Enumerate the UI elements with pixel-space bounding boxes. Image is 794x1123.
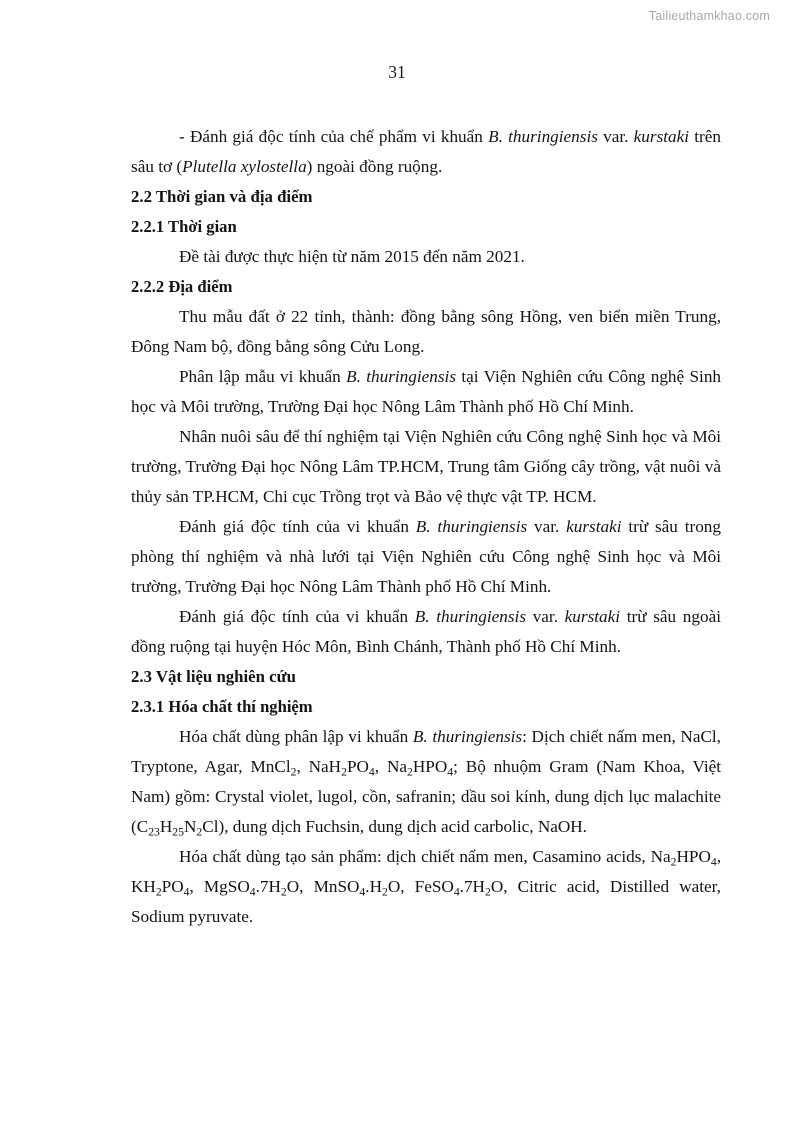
subscript: 2 <box>290 765 297 779</box>
text-run: trừ sâu trong phòng thí nghiệm và nhà lưới tại Viện Nghiên cứu Công nghệ Sinh học và Môi trường, Trường Đại học Nông Lâm Thành phố Hồ Chí Minh. <box>131 517 721 596</box>
text-run: 2.3.1 Hóa chất thí nghiệm <box>131 697 313 716</box>
heading-2-3-1 <box>131 692 721 722</box>
heading-2-2-1 <box>131 212 721 242</box>
text-run: trừ sâu ngoài đồng ruộng tại huyện Hóc Môn, Bình Chánh, Thành phố Hồ Chí Minh. <box>131 607 721 656</box>
text-run: PO <box>346 757 369 776</box>
text-run: : Dịch chiết nấm men, NaCl, Tryptone, Agar, MnCl <box>131 727 721 776</box>
text-run: O, MnSO <box>286 877 360 896</box>
paragraph-timeframe <box>131 242 721 272</box>
text-run: Thu mẫu đất ở 22 tỉnh, thành: đồng bằng sông Hồng, ven biển miền Trung, Đông Nam bộ, đồng bằng sông Cửu Long. <box>131 307 721 356</box>
subscript: 4 <box>368 765 375 779</box>
text-run: Phân lập mẫu vi khuẩn <box>179 367 347 386</box>
text-run: Đánh giá độc tính của vi khuẩn <box>179 517 416 536</box>
paragraph-toxicity-lab <box>131 512 721 602</box>
text-run: 2.2.1 Thời gian <box>131 217 237 236</box>
italic-term: Plutella xylostella <box>182 157 307 176</box>
text-run: O, Citric acid, Distilled water, Sodium pyruvate. <box>131 877 721 926</box>
italic-term: B. thuringiensis <box>346 367 457 386</box>
watermark-text: Tailieuthamkhao.com <box>648 9 770 23</box>
text-run: .H <box>365 877 382 896</box>
text-run: ; Bộ nhuộm Gram (Nam Khoa, Việt Nam) gồm: Crystal violet, lugol, cồn, safranin; dầu soi kính, dung dịch lục malachite (C <box>131 757 722 836</box>
subscript: 2 <box>196 825 203 839</box>
text-run: , Na <box>374 757 407 776</box>
text-run: , NaH <box>296 757 342 776</box>
text-run: , KH <box>131 847 721 896</box>
text-run: 2.2 Thời gian và địa điểm <box>131 187 313 206</box>
text-run: var. <box>527 517 567 536</box>
text-run: PO <box>161 877 184 896</box>
text-run: var. <box>597 127 634 146</box>
subscript: 2 <box>381 885 388 899</box>
paragraph-soil-sampling <box>131 302 721 362</box>
subscript: 2 <box>407 765 413 779</box>
paragraph-toxicity-field <box>131 602 721 662</box>
paragraph-isolation-chemicals <box>131 722 721 842</box>
heading-2-2-2 <box>131 272 721 302</box>
text-run: Hóa chất dùng tạo sản phẩm: dịch chiết nấm men, Casamino acids, Na <box>179 847 671 866</box>
subscript: 2 <box>484 885 491 899</box>
heading-2-3 <box>131 662 721 692</box>
subscript: 23 <box>148 825 160 839</box>
italic-term: B. thuringiensis <box>488 127 598 146</box>
subscript: 25 <box>172 825 184 839</box>
text-run: - Đánh giá độc tính của chế phẩm vi khuẩn <box>179 127 489 146</box>
italic-term: B. thuringiensis <box>412 727 523 746</box>
text-run: 2.2.2 Địa điểm <box>131 277 233 296</box>
paragraph-production-chemicals <box>131 842 721 932</box>
text-run: , MgSO <box>189 877 250 896</box>
text-run: tại Viện Nghiên cứu Công nghệ Sinh học và Môi trường, Trường Đại học Nông Lâm Thành phố Hồ Chí Minh. <box>131 367 722 416</box>
text-run: .7H <box>255 877 281 896</box>
text-run: H <box>159 817 173 836</box>
text-run: O, FeSO <box>387 877 454 896</box>
text-run: ) ngoài đồng ruộng. <box>306 157 443 176</box>
subscript: 4 <box>249 885 256 899</box>
subscript: 2 <box>155 885 162 899</box>
paragraph-isolation-site <box>131 362 721 422</box>
italic-term: B. thuringiensis <box>415 517 528 536</box>
text-run: trên sâu tơ ( <box>131 127 722 176</box>
text-run: HPO <box>412 757 448 776</box>
subscript: 2 <box>341 765 347 779</box>
paragraph-insect-rearing <box>131 422 721 512</box>
text-run: var. <box>526 607 565 626</box>
text-run: HPO <box>676 847 711 866</box>
subscript: 4 <box>183 885 190 899</box>
subscript: 2 <box>280 885 287 899</box>
italic-term: B. thuringiensis <box>414 607 527 626</box>
italic-term: kurstaki <box>633 127 690 146</box>
text-run: Hóa chất dùng phân lập vi khuẩn <box>179 727 413 746</box>
subscript: 4 <box>447 765 454 779</box>
text-run: 2.3 Vật liệu nghiên cứu <box>131 667 297 686</box>
paragraph-objective-bullet <box>131 122 721 182</box>
text-run: Cl), dung dịch Fuchsin, dung dịch acid carbolic, NaOH. <box>202 817 587 836</box>
page-number: 31 <box>388 62 406 82</box>
subscript: 4 <box>710 855 717 869</box>
text-run: .7H <box>459 877 485 896</box>
page-content <box>131 122 721 932</box>
text-run: Đề tài được thực hiện từ năm 2015 đến năm 2021. <box>179 247 525 266</box>
text-run: Đánh giá độc tính của vi khuẩn <box>179 607 415 626</box>
text-run: N <box>183 817 197 836</box>
italic-term: kurstaki <box>564 607 621 626</box>
text-run: Nhân nuôi sâu để thí nghiệm tại Viện Nghiên cứu Công nghệ Sinh học và Môi trường, Trường Đại học Nông Lâm TP.HCM, Trung tâm Giống cây trồng, vật nuôi và thủy sản TP.HCM, Chi cục Trồng trọt và Bảo vệ thực vật TP. HCM. <box>131 427 721 506</box>
subscript: 4 <box>453 885 460 899</box>
subscript: 4 <box>359 885 366 899</box>
heading-2-2 <box>131 182 721 212</box>
italic-term: kurstaki <box>566 517 622 536</box>
subscript: 2 <box>670 855 677 869</box>
